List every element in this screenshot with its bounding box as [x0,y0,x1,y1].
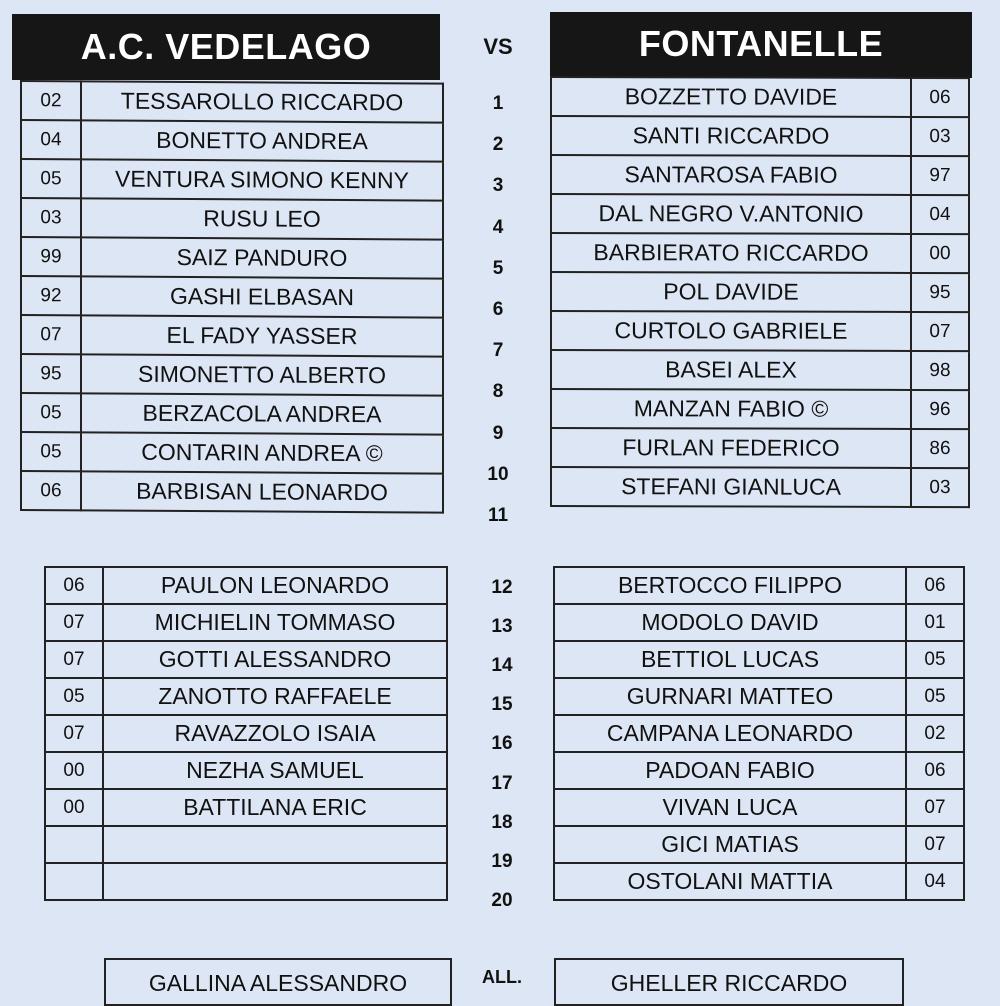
player-row [45,752,447,789]
shirt-number: 18 [491,811,513,833]
shirt-number: 1 [492,93,504,114]
shirt-number: 5 [492,257,504,279]
home-team-header: A.C. VEDELAGO [12,14,440,80]
player-number: 99 [21,237,81,276]
player-number: 07 [45,715,103,752]
player-row [554,752,964,789]
player-row [551,311,969,351]
player-name: BOZZETTO DAVIDE [551,77,911,117]
player-number: 05 [906,641,964,678]
player-name: POL DAVIDE [551,272,911,312]
player-row [21,471,443,513]
player-number: 06 [906,752,964,789]
player-row [45,863,447,900]
player-row [45,826,447,863]
player-number: 04 [21,120,81,159]
player-name: FURLAN FEDERICO [551,428,911,468]
player-name: VENTURA SIMONO KENNY [81,159,443,200]
away-starters-table [550,76,970,508]
shirt-number: 4 [492,216,504,238]
player-row [551,272,969,312]
player-row [551,428,969,468]
away-bench-table [553,566,965,901]
player-row [554,826,964,863]
player-row [45,789,447,826]
vs-label: VS [483,34,513,59]
player-name: CAMPANA LEONARDO [554,715,906,752]
player-name: RUSU LEO [81,198,443,239]
shirt-number: 19 [491,850,513,872]
player-row [554,678,964,715]
shirt-number: 14 [491,655,513,677]
player-number: 04 [911,195,969,234]
player-number: 02 [21,81,81,120]
player-row [551,467,969,507]
player-number: 05 [45,678,103,715]
shirt-number: 6 [492,299,504,320]
shirt-number: 15 [491,694,513,716]
player-row [551,77,969,117]
player-row [21,81,443,123]
player-name: RAVAZZOLO ISAIA [103,715,447,752]
player-number: 96 [911,390,969,429]
player-row [21,393,443,435]
player-row [551,194,969,234]
shirt-number: 20 [491,889,513,911]
player-name: CONTARIN ANDREA © [81,432,443,473]
player-name [103,826,447,863]
player-number: 01 [906,604,964,641]
player-name: ZANOTTO RAFFAELE [103,678,447,715]
player-number: 07 [911,312,969,351]
player-name: VIVAN LUCA [554,789,906,826]
player-number: 07 [906,789,964,826]
player-name: MANZAN FABIO © [551,389,911,429]
player-name: TESSAROLLO RICCARDO [81,81,443,122]
player-number [45,863,103,900]
shirt-number: 9 [492,422,504,444]
player-number: 00 [45,752,103,789]
player-row [554,715,964,752]
player-name: BETTIOL LUCAS [554,641,906,678]
player-row [21,276,443,318]
player-row [21,354,443,396]
player-number: 06 [906,567,964,604]
player-number: 05 [21,393,81,432]
home-coach: GALLINA ALESSANDRO [104,958,452,1006]
player-name: NEZHA SAMUEL [103,752,447,789]
player-number: 05 [21,432,81,471]
player-name: BERTOCCO FILIPPO [554,567,906,604]
player-name: BONETTO ANDREA [81,120,443,161]
player-number: 03 [911,117,969,156]
player-row [21,198,443,240]
player-name: GURNARI MATTEO [554,678,906,715]
player-number: 06 [45,567,103,604]
player-number: 07 [906,826,964,863]
player-name: BARBIERATO RICCARDO [551,233,911,273]
shirt-number: 10 [487,463,509,485]
player-number: 04 [906,863,964,900]
player-number: 07 [21,315,81,354]
player-number: 95 [21,354,81,393]
player-row [551,389,969,429]
player-number: 03 [21,198,81,237]
player-number: 03 [911,468,969,507]
player-name: SAIZ PANDURO [81,237,443,278]
player-name: SANTAROSA FABIO [551,155,911,195]
player-row [21,315,443,357]
shirt-number: 2 [492,134,504,156]
player-row [45,641,447,678]
player-number: 86 [911,429,969,468]
player-name: OSTOLANI MATTIA [554,863,906,900]
player-row [554,789,964,826]
player-number: 97 [911,156,969,195]
home-starters-table [20,80,444,514]
player-name: PADOAN FABIO [554,752,906,789]
player-name: BATTILANA ERIC [103,789,447,826]
home-bench-table [44,566,448,901]
player-name: PAULON LEONARDO [103,567,447,604]
player-name: BARBISAN LEONARDO [81,471,443,512]
player-number [45,826,103,863]
coach-label: ALL. [482,967,522,987]
shirt-number: 13 [491,616,513,638]
player-number: 06 [911,78,969,117]
player-row [554,567,964,604]
player-name: SIMONETTO ALBERTO [81,354,443,395]
player-name: GICI MATIAS [554,826,906,863]
player-name [103,863,447,900]
player-row [551,350,969,390]
away-coach: GHELLER RICCARDO [554,958,904,1006]
player-name: DAL NEGRO V.ANTONIO [551,194,911,234]
player-number: 00 [45,789,103,826]
player-name: BERZACOLA ANDREA [81,393,443,434]
player-row [554,604,964,641]
player-row [554,641,964,678]
shirt-number: 16 [491,733,513,755]
player-name: CURTOLO GABRIELE [551,311,911,351]
player-row [45,678,447,715]
shirt-number: 11 [487,505,509,526]
player-row [21,120,443,162]
player-number: 92 [21,276,81,315]
player-name: MODOLO DAVID [554,604,906,641]
shirt-number: 7 [492,340,504,362]
player-row [45,567,447,604]
player-row [551,155,969,195]
player-name: EL FADY YASSER [81,315,443,356]
player-row [45,715,447,752]
player-name: SANTI RICCARDO [551,116,911,156]
player-number: 05 [21,159,81,198]
shirt-number: 8 [492,381,504,403]
player-name: GASHI ELBASAN [81,276,443,317]
player-row [21,159,443,201]
player-row [551,233,969,273]
player-name: BASEI ALEX [551,350,911,390]
away-team-header: FONTANELLE [550,12,972,78]
player-number: 06 [21,471,81,510]
shirt-number: 12 [491,577,513,598]
player-number: 00 [911,234,969,273]
player-row [554,863,964,900]
player-row [551,116,969,156]
player-name: STEFANI GIANLUCA [551,467,911,507]
player-number: 07 [45,604,103,641]
player-row [45,604,447,641]
player-row [21,432,443,474]
player-number: 95 [911,273,969,312]
shirt-number: 3 [492,175,504,197]
player-name: GOTTI ALESSANDRO [103,641,447,678]
shirt-number: 17 [491,772,513,794]
player-number: 98 [911,351,969,390]
player-name: MICHIELIN TOMMASO [103,604,447,641]
player-number: 05 [906,678,964,715]
player-number: 07 [45,641,103,678]
player-number: 02 [906,715,964,752]
player-row [21,237,443,279]
